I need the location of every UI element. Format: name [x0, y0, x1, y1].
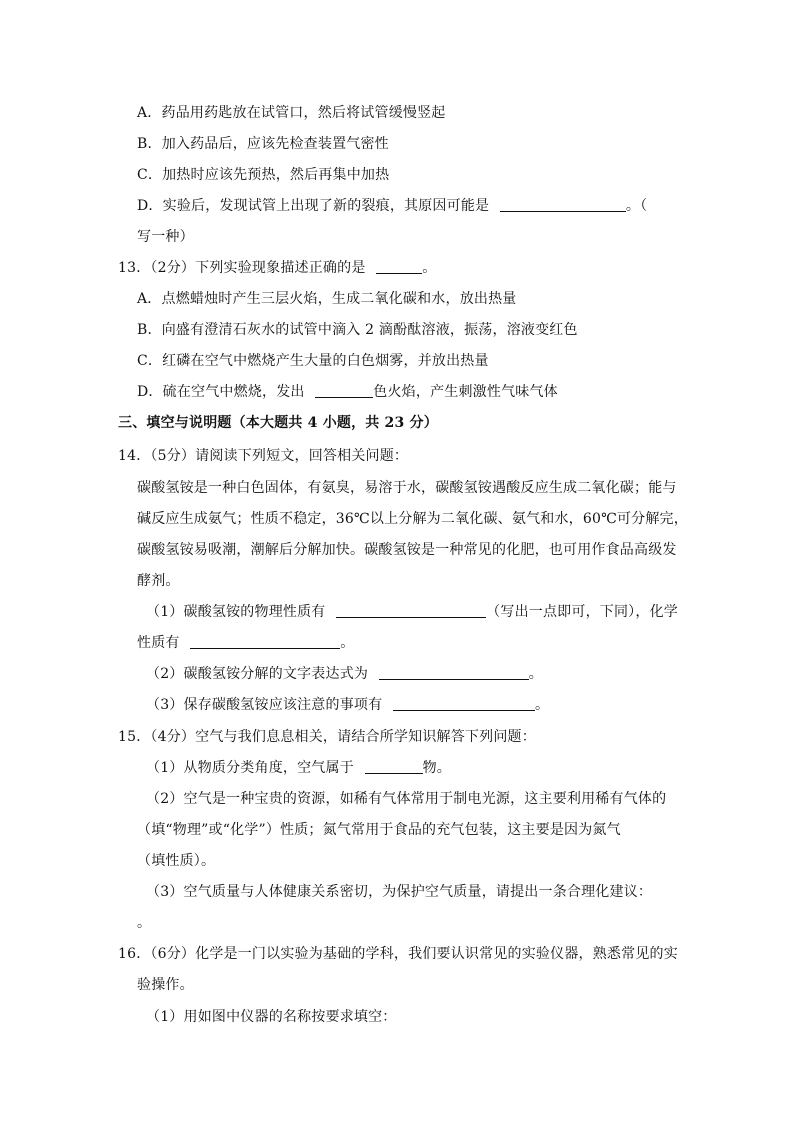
q13-stem-tail: 。 — [422, 260, 437, 276]
q12-option-a: A．药品用药匙放在试管口，然后将试管缓慢竖起 — [137, 105, 446, 121]
q14-sub1-continued — [137, 633, 354, 653]
q14-sub1-end: 。 — [340, 635, 355, 651]
answer-blank[interactable] — [190, 634, 340, 649]
q12-option-c: C．加热时应该先预热，然后再集中加热 — [137, 167, 390, 183]
q13-option-d-tail: 色火焰，产生刺激性气味气体 — [373, 384, 558, 400]
answer-blank[interactable] — [365, 759, 423, 774]
answer-blank[interactable] — [336, 603, 486, 618]
q14-sub1-text: （1）碳酸氢铵的物理性质有 — [146, 604, 326, 620]
q13-option-d — [137, 382, 558, 402]
q16-stem-continued: 验操作。 — [137, 977, 194, 993]
q14-sub3-end: 。 — [534, 697, 550, 713]
q14-sub1-mid: （写出一点即可，下同），化学 — [486, 604, 678, 620]
q13-stem-text: 13．（2分）下列实验现象描述正确的是 — [118, 260, 366, 276]
q12-option-d — [137, 196, 647, 216]
q14-sub1-cont-text: 性质有 — [137, 635, 180, 651]
q14-stem: 14．（5分）请阅读下列短文，回答相关问题： — [118, 448, 409, 464]
q13-option-d-text: D．硫在空气中燃烧，发出 — [137, 384, 305, 400]
answer-blank[interactable] — [315, 383, 373, 398]
q15-sub3-line: 。 — [137, 915, 152, 931]
q15-sub1-text: （1）从物质分类角度，空气属于 — [146, 760, 354, 776]
q14-sub2-end: 。 — [528, 666, 543, 682]
q14-sub2 — [146, 664, 543, 684]
q14-sub2-text: （2）碳酸氢铵分解的文字表达式为 — [146, 666, 369, 682]
q13-option-c: C．红磷在空气中燃烧产生大量的白色烟雾，并放出热量 — [137, 353, 489, 369]
q15-sub3-line: （3）空气质量与人体健康关系密切，为保护空气质量，请提出一条合理化建议： — [146, 884, 653, 900]
q15-sub1-tail: 物。 — [422, 760, 451, 776]
q12-option-d-continued: 写一种） — [137, 229, 194, 245]
q15-sub2-line: （填“物理”或“化学”）性质；氮气常用于食品的充气包装，这主要是因为氮气 — [137, 822, 621, 838]
q15-stem: 15．（4分）空气与我们息息相关，请结合所学知识解答下列问题： — [118, 729, 536, 745]
q16-stem: 16．（6分）化学是一门以实验为基础的学科，我们要认识常见的实验仪器，熟悉常见的实 — [118, 946, 678, 962]
answer-blank[interactable] — [376, 259, 422, 274]
q13-stem — [118, 258, 436, 278]
q12-option-d-tail: 。（ — [625, 198, 648, 214]
q13-option-a: A．点燃蜡烛时产生三层火焰，生成二氧化碳和水，放出热量 — [137, 291, 517, 307]
q14-sub3-text: （3）保存碳酸氢铵应该注意的事项有 — [146, 697, 383, 713]
q14-sub3 — [146, 695, 549, 715]
q14-passage-line: 碳酸氢铵易吸潮，潮解后分解加快。碳酸氢铵是一种常见的化肥，也可用作食品高级发 — [137, 542, 677, 558]
q15-sub2-line: （填性质）。 — [137, 853, 216, 869]
section-heading: 三、填空与说明题（本大题共 4 小题，共 23 分） — [118, 415, 438, 431]
q14-sub1 — [146, 602, 678, 622]
q14-passage-line: 碱反应生成氨气；性质不稳定，36℃以上分解为二氧化碳、氨气和水，60℃可分解完， — [137, 511, 688, 527]
q12-option-b: B．加入药品后，应该先检查装置气密性 — [137, 136, 389, 152]
q15-sub1 — [146, 758, 451, 778]
q14-passage-line: 酵剂。 — [137, 573, 180, 589]
answer-blank[interactable] — [500, 197, 626, 212]
q16-sub1: （1）用如图中仪器的名称按要求填空： — [146, 1009, 397, 1025]
q12-option-d-text: D．实验后，发现试管上出现了新的裂痕，其原因可能是 — [137, 198, 490, 214]
q14-passage-line: 碳酸氢铵是一种白色固体，有氨臭，易溶于水，碳酸氢铵遇酸反应生成二氧化碳；能与 — [137, 480, 677, 496]
q15-sub2-line: （2）空气是一种宝贵的资源，如稀有气体常用于制电光源，这主要利用稀有气体的 — [146, 791, 667, 807]
q13-option-b: B．向盛有澄清石灰水的试管中滴入 2 滴酚酞溶液，振荡，溶液变红色 — [137, 322, 578, 338]
answer-blank[interactable] — [379, 665, 529, 680]
answer-blank[interactable] — [393, 696, 535, 711]
